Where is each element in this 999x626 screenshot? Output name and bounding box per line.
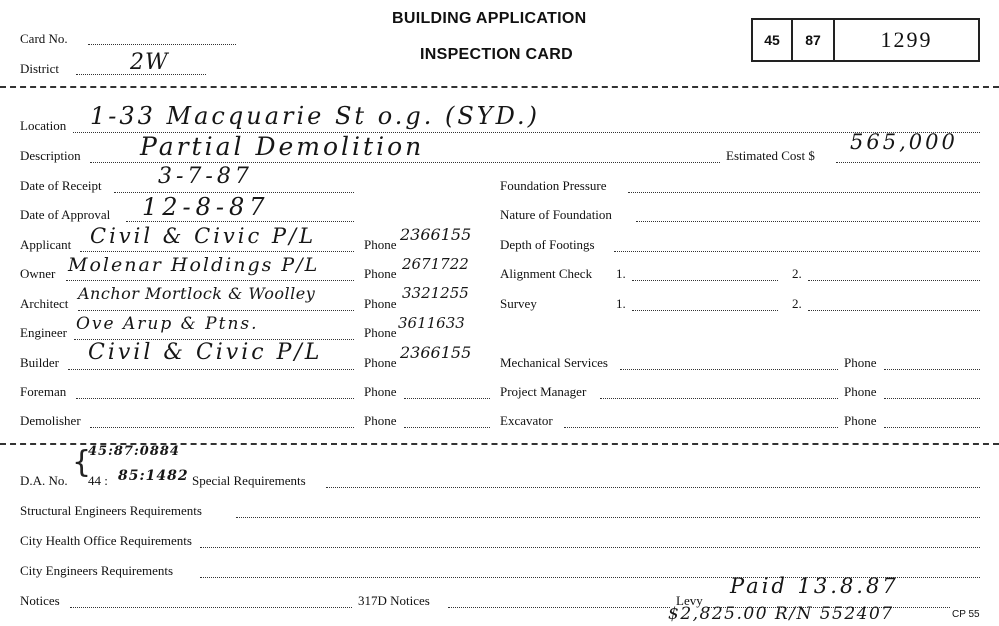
alignment-check-opt2: 2.	[792, 266, 802, 281]
excavator-field[interactable]	[564, 427, 838, 428]
demolisher-phone-field[interactable]	[404, 427, 490, 428]
alignment-check-opt1: 1.	[616, 266, 626, 281]
title-line2: INSPECTION CARD	[420, 46, 573, 63]
description-label: Description	[20, 148, 81, 163]
da-brace: {	[72, 445, 92, 480]
excavator-label: Excavator	[500, 413, 553, 428]
estimated-cost-field[interactable]	[836, 162, 980, 163]
survey-field2[interactable]	[808, 310, 980, 311]
excavator-phone-label: Phone	[844, 413, 877, 428]
city-health-field[interactable]	[200, 547, 980, 548]
applicant-label: Applicant	[20, 237, 72, 252]
project-manager-phone-field[interactable]	[884, 398, 980, 399]
district-label: District	[20, 61, 59, 76]
da-number-2: 85:1482	[118, 468, 189, 484]
date-of-approval-label: Date of Approval	[20, 207, 111, 222]
excavator-phone-field[interactable]	[884, 427, 980, 428]
levy-value: Paid 13.8.87	[730, 574, 899, 598]
date-of-receipt-label: Date of Receipt	[20, 178, 102, 193]
project-manager-label: Project Manager	[500, 384, 587, 399]
alignment-check-field1[interactable]	[632, 280, 778, 281]
notices-317d-field[interactable]	[448, 607, 670, 608]
notices-317d-label: 317D Notices	[358, 593, 430, 608]
receipt-note: $2,825.00 R/N 552407	[668, 604, 894, 624]
notices-label: Notices	[20, 593, 60, 608]
engineer-phone-value: 3611633	[398, 314, 465, 332]
project-manager-phone-label: Phone	[844, 384, 877, 399]
architect-phone-value: 3321255	[402, 284, 469, 302]
card-no-label: Card No.	[20, 31, 68, 46]
owner-phone-value: 2671722	[402, 255, 469, 273]
mechanical-services-phone-label: Phone	[844, 355, 877, 370]
structural-engineers-field[interactable]	[236, 517, 980, 518]
special-requirements-field[interactable]	[326, 487, 980, 488]
notices-field[interactable]	[70, 607, 352, 608]
city-engineers-label: City Engineers Requirements	[20, 563, 174, 578]
description-field[interactable]	[90, 162, 720, 163]
applicant-field[interactable]	[80, 251, 354, 252]
foreman-phone-label: Phone	[364, 384, 397, 399]
foreman-field[interactable]	[76, 398, 354, 399]
alignment-check-field2[interactable]	[808, 280, 980, 281]
foundation-pressure-field[interactable]	[628, 192, 980, 193]
number-box-part1: 45	[764, 32, 780, 48]
applicant-phone-value: 2366155	[400, 225, 472, 244]
applicant-value: Civil & Civic P/L	[90, 224, 317, 248]
mechanical-services-label: Mechanical Services	[500, 355, 608, 370]
architect-value: Anchor Mortlock & Woolley	[78, 284, 316, 303]
date-of-approval-field[interactable]	[126, 221, 354, 222]
location-value: 1-33 Macquarie St o.g. (SYD.)	[90, 102, 540, 130]
applicant-phone-label: Phone	[364, 237, 397, 252]
city-health-label: City Health Office Requirements	[20, 533, 192, 548]
da-number-1: 45:87:0884	[88, 444, 180, 459]
builder-value: Civil & Civic P/L	[88, 340, 323, 365]
survey-opt1: 1.	[616, 296, 626, 311]
mechanical-services-phone-field[interactable]	[884, 369, 980, 370]
survey-field1[interactable]	[632, 310, 778, 311]
survey-opt2: 2.	[792, 296, 802, 311]
application-number-box	[751, 18, 980, 62]
estimated-cost-label: Estimated Cost $	[726, 148, 815, 163]
date-of-approval-value: 12-8-87	[142, 193, 270, 221]
builder-field[interactable]	[68, 369, 354, 370]
number-box-part3: 1299	[880, 27, 933, 52]
district-value: 2W	[130, 50, 169, 75]
owner-value: Molenar Holdings P/L	[68, 254, 320, 276]
location-label: Location	[20, 118, 67, 133]
engineer-value: Ove Arup & Ptns.	[76, 314, 259, 334]
foundation-pressure-label: Foundation Pressure	[500, 178, 607, 193]
special-requirements-label: Special Requirements	[192, 473, 306, 488]
alignment-check-label: Alignment Check	[500, 266, 593, 281]
mechanical-services-field[interactable]	[620, 369, 838, 370]
survey-label: Survey	[500, 296, 537, 311]
demolisher-phone-label: Phone	[364, 413, 397, 428]
form-code: CP 55	[952, 609, 980, 620]
section-divider-top	[0, 86, 999, 88]
depth-of-footings-label: Depth of Footings	[500, 237, 595, 252]
foreman-phone-field[interactable]	[404, 398, 490, 399]
architect-phone-label: Phone	[364, 296, 397, 311]
builder-label: Builder	[20, 355, 59, 370]
da-no-label: D.A. No.	[20, 473, 68, 488]
foreman-label: Foreman	[20, 384, 67, 399]
date-of-receipt-value: 3-7-87	[158, 164, 253, 189]
structural-engineers-label: Structural Engineers Requirements	[20, 503, 202, 518]
owner-label: Owner	[20, 266, 56, 281]
da-number-2-prefix: 44 :	[88, 473, 108, 488]
project-manager-field[interactable]	[600, 398, 838, 399]
description-value: Partial Demolition	[140, 132, 425, 161]
nature-of-foundation-label: Nature of Foundation	[500, 207, 612, 222]
owner-field[interactable]	[66, 280, 354, 281]
card-no-field[interactable]	[88, 44, 236, 45]
builder-phone-value: 2366155	[400, 343, 472, 362]
estimated-cost-value: 565,000	[850, 130, 958, 154]
depth-of-footings-field[interactable]	[614, 251, 980, 252]
nature-of-foundation-field[interactable]	[636, 221, 980, 222]
levy-label: Levy	[676, 593, 703, 608]
title-line1: BUILDING APPLICATION	[392, 10, 587, 27]
builder-phone-label: Phone	[364, 355, 397, 370]
architect-field[interactable]	[78, 310, 354, 311]
engineer-label: Engineer	[20, 325, 67, 340]
demolisher-label: Demolisher	[20, 413, 81, 428]
engineer-phone-label: Phone	[364, 325, 397, 340]
demolisher-field[interactable]	[90, 427, 354, 428]
number-box-part2: 87	[805, 32, 821, 48]
owner-phone-label: Phone	[364, 266, 397, 281]
architect-label: Architect	[20, 296, 69, 311]
